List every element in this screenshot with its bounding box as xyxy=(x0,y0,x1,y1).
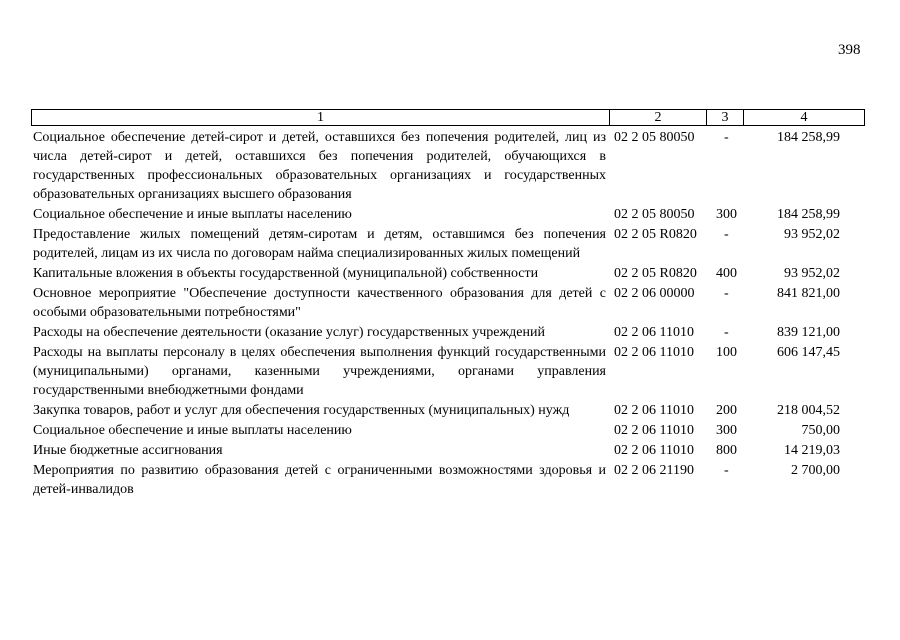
row-sum: 841 821,00 xyxy=(777,286,840,301)
row-code: 02 2 05 80050 xyxy=(614,207,695,222)
table-row xyxy=(33,343,865,400)
row-code: 02 2 06 11010 xyxy=(614,325,694,340)
row-name: Капитальные вложения в объекты государственной (муниципальной) собственности xyxy=(33,266,539,281)
row-sum: 93 952,02 xyxy=(784,227,840,242)
row-type: 400 xyxy=(716,266,737,281)
row-type: - xyxy=(724,286,729,301)
row-name: Социальное обеспечение и иные выплаты населению xyxy=(33,207,352,222)
table-row xyxy=(33,401,865,420)
row-sum: 750,00 xyxy=(801,423,840,438)
row-sum: 606 147,45 xyxy=(777,345,840,360)
row-name: Социальное обеспечение и иные выплаты населению xyxy=(33,423,352,438)
row-name: Мероприятия по развитию образования детей с ограниченными возможностями здоровья и детей-инвалидов xyxy=(33,463,606,497)
row-name: Социальное обеспечение детей-сирот и детей, оставшихся без попечения родителей, лиц из числа детей-сирот и детей, оставшихся без попечения родителей, обучающихся в государственных профессиональных образовательных организациях и государственных образовательных организациях высшего образования xyxy=(33,130,606,202)
row-sum: 2 700,00 xyxy=(791,463,840,478)
table-header xyxy=(31,109,865,126)
table-body xyxy=(33,128,865,500)
header-col-2: 2 xyxy=(610,110,707,125)
row-code: 02 2 05 R0820 xyxy=(614,266,697,281)
row-name: Закупка товаров, работ и услуг для обеспечения государственных (муниципальных) нужд xyxy=(33,403,570,418)
table-row xyxy=(33,284,865,322)
table-row xyxy=(33,128,865,204)
row-code: 02 2 05 80050 xyxy=(614,130,695,145)
row-name: Основное мероприятие "Обеспечение доступности качественного образования для детей с особыми образовательными потребностями" xyxy=(33,286,606,320)
table-row xyxy=(33,264,865,283)
table-row xyxy=(33,421,865,440)
row-code: 02 2 06 11010 xyxy=(614,345,694,360)
row-code: 02 2 06 11010 xyxy=(614,403,694,418)
row-name: Расходы на выплаты персоналу в целях обеспечения выполнения функций государственными (муниципальными) органами, казенными учреждениями, органами управления государственными внебюджетными фондами xyxy=(33,345,606,398)
row-sum: 218 004,52 xyxy=(777,403,840,418)
page-number: 398 xyxy=(838,42,861,58)
row-type: - xyxy=(724,463,729,478)
row-sum: 839 121,00 xyxy=(777,325,840,340)
header-col-4: 4 xyxy=(800,110,808,125)
row-code: 02 2 06 00000 xyxy=(614,286,695,301)
table-row xyxy=(33,205,865,224)
table-row xyxy=(33,225,865,263)
row-name: Расходы на обеспечение деятельности (оказание услуг) государственных учреждений xyxy=(33,325,545,340)
row-sum: 14 219,03 xyxy=(784,443,840,458)
header-col-1: 1 xyxy=(32,110,610,125)
row-sum: 93 952,02 xyxy=(784,266,840,281)
row-code: 02 2 06 11010 xyxy=(614,443,694,458)
row-type: - xyxy=(724,227,729,242)
row-type: 200 xyxy=(716,403,737,418)
row-code: 02 2 06 11010 xyxy=(614,423,694,438)
row-name: Предоставление жилых помещений детям-сиротам и детям, оставшимся без попечения родителей, лицам из их числа по договорам найма специализированных жилых помещений xyxy=(33,227,606,261)
header-col-3: 3 xyxy=(707,110,744,125)
row-type: 800 xyxy=(716,443,737,458)
row-type: 300 xyxy=(716,423,737,438)
row-type: 300 xyxy=(716,207,737,222)
row-code: 02 2 05 R0820 xyxy=(614,227,697,242)
row-name: Иные бюджетные ассигнования xyxy=(33,443,223,458)
table-row xyxy=(33,461,865,499)
row-type: 100 xyxy=(716,345,737,360)
row-sum: 184 258,99 xyxy=(777,130,840,145)
table-row xyxy=(33,323,865,342)
row-type: - xyxy=(724,130,729,145)
row-code: 02 2 06 21190 xyxy=(614,463,694,478)
row-type: - xyxy=(724,325,729,340)
table-row xyxy=(33,441,865,460)
row-sum: 184 258,99 xyxy=(777,207,840,222)
